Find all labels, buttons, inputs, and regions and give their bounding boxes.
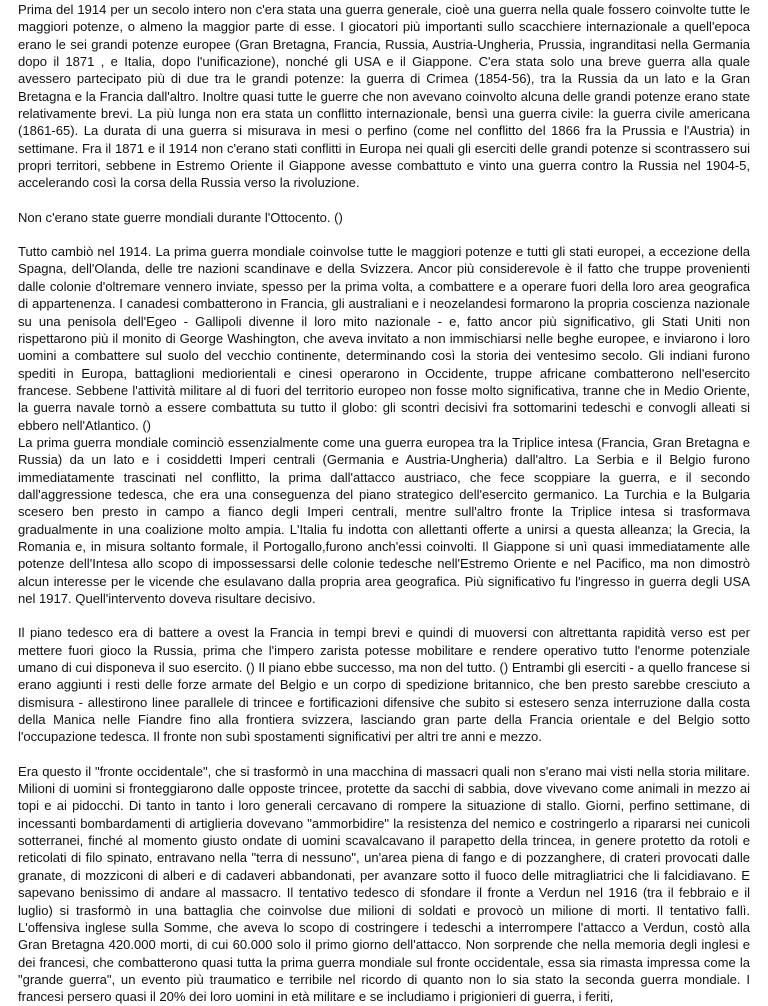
paragraph-no-world-wars: Non c'erano state guerre mondiali durante l'Ottocento. () [18, 209, 343, 225]
paragraph-prewar: Prima del 1914 per un secolo intero non c'era stata una guerra generale, cioè una guerra nella quale fossero coinvolte tutte le maggiori potenze, o almeno la maggior parte di esse. I giocatori più importanti sullo scacchiere internazionale a quell'epoca erano le sei grandi potenze europee (Gran Bretagna, Francia, Russia, Austria-Ungheria, Prussia, ingranditasi nella Germania dopo il 1871 , e Italia, dopo l'unificazione), nonché gli USA e il Giappone. C'era stata solo una breve guerra alla quale avessero partecipato più di due tra le grandi potenze: la guerra di Crimea (1854-56), tra la Russia da un lato e la Gran Bretagna e la Francia dall'altro. Inoltre quasi tutte le guerre che non avevano coinvolto alcuna delle grandi potenze erano state relativamente brevi. La più lunga non era stata un conflitto internazionale, bensì una guerra civile: la guerra civile americana (1861-65). La durata di una guerra si misurava in mesi o perfino (come nel conflitto del 1866 fra la Prussia e l'Austria) in settimane. Fra il 1871 e il 1914 non c'erano stati conflitti in Europa nei quali gli eserciti delle grandi potenze si scontrassero sui propri territori, sebbene in Estremo Oriente il Giappone avesse combattuto e vinto una guerra contro la Russia nel 1904-5, accelerando così la corsa della Russia verso la rivoluzione. [18, 2, 750, 191]
paragraph-german-plan: Il piano tedesco era di battere a ovest la Francia in tempi brevi e quindi di muoversi con altrettanta rapidità verso est per mettere fuori gioco la Russia, prima che l'impero zarista potesse mobilitare e rendere operativo tutto l'enorme potenziale umano di cui disponeva il suo esercito. () Il piano ebbe successo, ma non del tutto. () Entrambi gli eserciti - a quello francese si erano aggiunti i resti delle forze armate del Belgio e un corpo di spedizione britannico, che ben presto sarebbe cresciuto a dismisura - allestirono linee parallele di trincee e fortificazioni difensive che subito si estesero senza interruzione dalla costa della Manica nelle Fiandre fino alla frontiera svizzera, lasciando gran parte della Francia orientale e del Belgio sotto l'occupazione tedesca. Il fronte non subì spostamenti significativi per altri tre anni e mezzo. [18, 625, 750, 745]
paragraph-alliances: La prima guerra mondiale cominciò essenzialmente come una guerra europea tra la Triplice intesa (Francia, Gran Bretagna e Russia) da un lato e i cosiddetti Imperi centrali (Germania e Austria-Ungheria) dall'altro. La Serbia e il Belgio furono immediatamente trascinati nel conflitto, la prima dall'attacco austriaco, che fece scoppiare la guerra, e il secondo dall'aggressione tedesca, che era una conseguenza del piano strategico dell'esercito germanico. La Turchia e la Bulgaria scesero ben presto in campo a fianco degli Imperi centrali, mentre sull'altro fronte la Triplice intesa si trasformava gradualmente in una coalizione molto ampia. L'Italia fu indotta con allettanti offerte a unirsi a questa alleanza; la Grecia, la Romania e, in misura soltanto formale, il Portogallo,furono anch'essi coinvolti. Il Giappone si unì quasi immediatamente alle potenze dell'Intesa allo scopo di impossessarsi delle colonie tedesche nell'Estremo Oriente e nel Pacifico, ma non dimostrò alcun interesse per le vicende che esulavano dalla propria area geografica. Più significativo fu l'ingresso in guerra degli USA nel 1917. Quell'intervento doveva risultare decisivo. [18, 434, 750, 606]
paragraph-western-front: Era questo il "fronte occidentale", che si trasformò in una macchina di massacri quali non s'erano mai visti nella storia militare. Milioni di uomini si fronteggiarono dalle opposte trincee, protette da sacchi di sabbia, dove vivevano come animali in mezzo ai topi e ai pidocchi. Di tanto in tanto i loro generali cercavano di rompere la situazione di stallo. Giorni, perfino settimane, di incessanti bombardamenti di artiglieria dovevano "ammorbidire" la resistenza del nemico e costringerlo a ripararsi nei cunicoli sotterranei, finché al momento giusto ondate di uomini scavalcavano il parapetto della trincea, in genere protetto da rotoli e reticolati di filo spinato, entravano nella "terra di nessuno", un'area piena di fango e di pozzanghere, di crateri provocati dalle granate, di mozziconi di alberi e di cadaveri abbandonati, per avanzare sotto il fuoco delle mitragliatrici che li falcidiavano. E sapevano benissimo di andare al massacro. Il tentativo tedesco di sfondare il fronte a Verdun nel 1916 (tra il febbraio e il luglio) si trasformò in una battaglia che coinvolse due milioni di soldati e provocò un milione di morti. Il tentativo fallì. L'offensiva inglese sulla Somme, che aveva lo scopo di costringere i tedeschi a interrompere l'attacco a Verdun, costò alla Gran Bretagna 420.000 morti, di cui 60.000 solo il primo giorno dell'attacco. Non sorprende che nella memoria degli inglesi e dei francesi, che combatterono quasi tutta la prima guerra mondiale sul fronte occidentale, essa sia rimasta impressa come la "grande guerra", un evento più traumatico e terribile nel ricordo di quanto non lo sia stato la seconda guerra mondiale. I francesi persero quasi il 20% dei loro uomini in età militare e se includiamo i prigionieri di guerra, i feriti, [18, 763, 750, 1005]
paragraph-1914-change: Tutto cambiò nel 1914. La prima guerra mondiale coinvolse tutte le maggiori potenze e tutti gli stati europei, a eccezione della Spagna, dell'Olanda, delle tre nazioni scandinave e della Svizzera. Ancor più considerevole è il fatto che truppe provenienti dalle colonie d'oltremare vennero inviate, spesso per la prima volta, a combattere e a operare fuori della loro area geografica di appartenenza. I canadesi combatterono in Francia, gli australiani e i neozelandesi formarono la propria coscienza nazionale su una penisola dell'Egeo - Gallipoli divenne il loro mito nazionale - e, fatto ancor più significativo, gli Stati Uniti non rispettarono più il monito di George Washington, che aveva invitato a non immischiarsi nelle beghe europee, e inviarono i loro uomini a combattere sul suolo del vecchio continente, determinando così la storia dei ventesimo secolo. Gli indiani furono spediti in Europa, battaglioni mediorientali e cinesi operarono in Occidente, truppe africane combatterono nell'esercito francese. Sebbene l'attività militare al di fuori del territorio europeo non fosse molto significativa, tranne che in Medio Oriente, la guerra navale tornò a essere combattuta su tutto il globo: gli scontri decisivi fra sottomarini tedeschi e convogli alleati si ebbero nell'Atlantico. () [18, 244, 750, 433]
